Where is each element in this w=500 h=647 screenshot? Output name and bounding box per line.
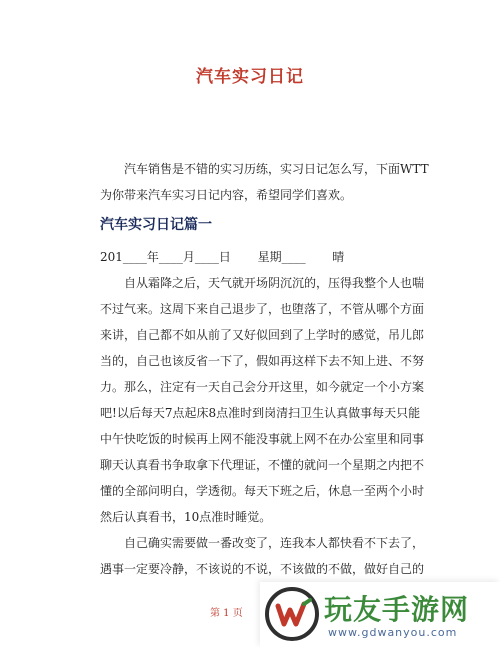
site-watermark — [260, 582, 500, 647]
page-number: 第 1 页 — [210, 608, 243, 619]
wanyou-logo-icon — [264, 586, 320, 642]
intro-paragraph: 汽车销售是不错的实习历练，实习日记怎么写，下面WTT为你带来汽车实习日记内容，希望同学们喜欢。 — [100, 162, 429, 202]
section-heading: 汽车实习日记篇一 — [100, 217, 212, 233]
body-paragraph-2: 自己确实需要做一番改变了，连我本人都快看不下去了，遇事一定要冷静，不该说的不说，不该做的不做，做好自己的 — [100, 536, 425, 576]
watermark-url: www.gdwanyou.com — [328, 626, 458, 639]
watermark-name: 玩友手游网 — [324, 593, 470, 626]
body-paragraph-1: 自从霜降之后，天气就开场阴沉沉的，压得我整个人也喘不过气来。这周下来自己退步了，也堕落了，不管从哪个方面来讲，自己都不如从前了又好似回到了上学时的感觉，吊儿郎当的，自己也该反省一下了，假如再这样下去不知上进、不努力。那么，注定有一天自己会分开这里，如今就定一个小方案吧!以后每天7点起床8点准时到岗清扫卫生认真做事每天只能中午快吃饭的时候再上网不能没事就上网不在办公室里和同事聊天认真看书争取拿下代理证，不懂的就问一个星期之内把不懂的全部问明白，学透彻。每天下班之后，休息一至两个小时然后认真看书，10点准时睡觉。 — [100, 276, 425, 524]
document-title: 汽车实习日记 — [196, 67, 304, 87]
date-line: 201____年____月____日 星期____ 晴 — [100, 250, 345, 264]
